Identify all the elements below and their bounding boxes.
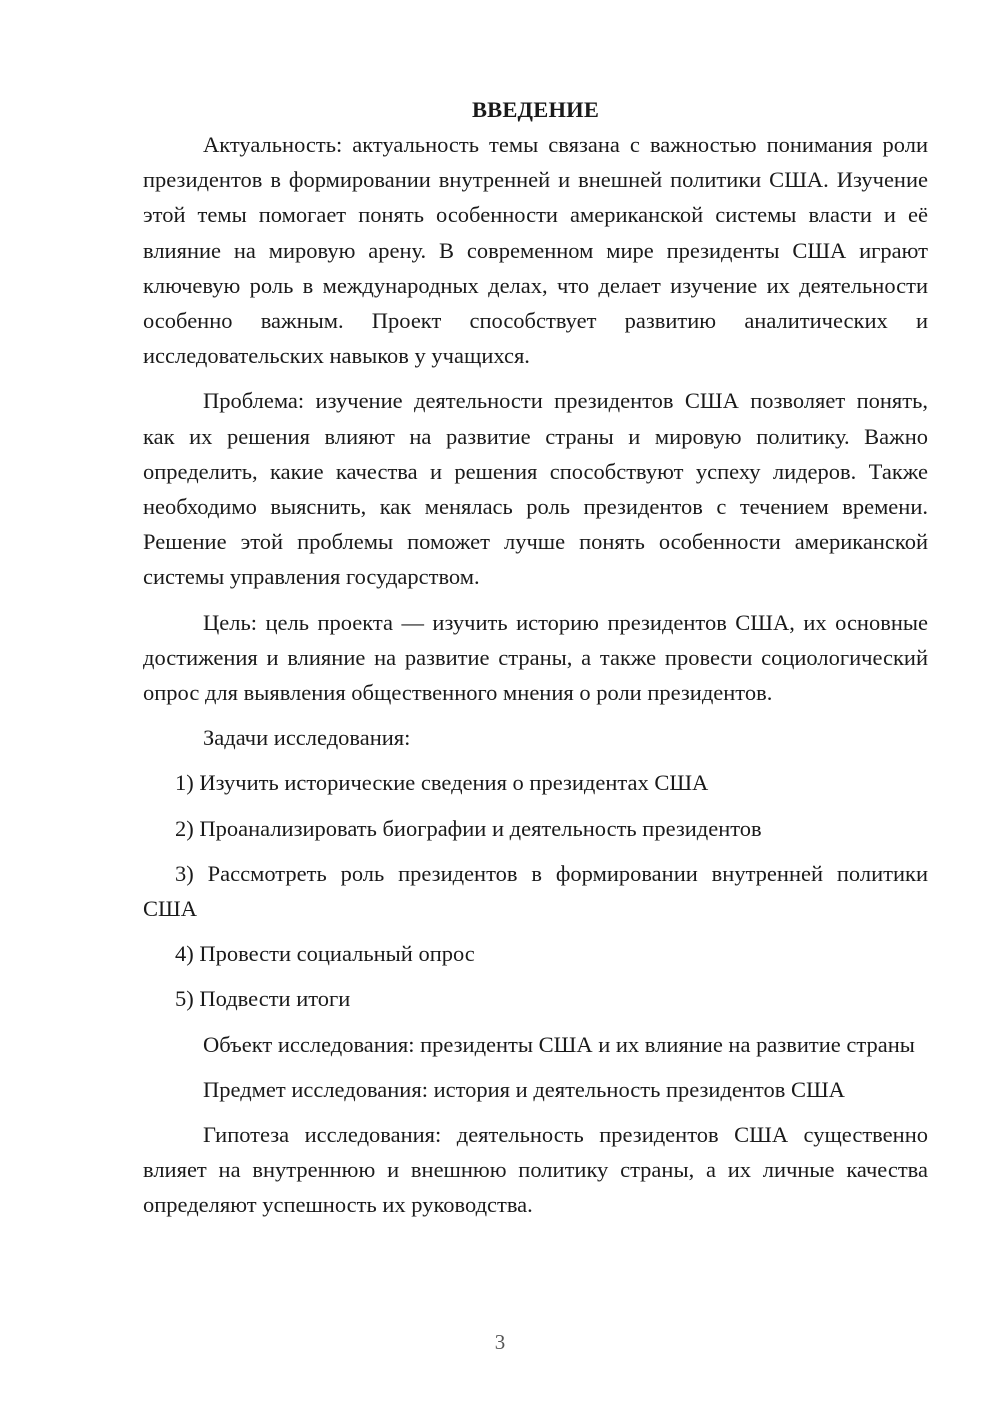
subject-paragraph: Предмет исследования: история и деятельность президентов США xyxy=(203,1076,845,1102)
document-page xyxy=(143,92,928,1223)
relevance-paragraph: Актуальность: актуальность темы связана с важностью понимания роли президентов в формировании внутренней и внешней политики США. Изучение этой темы помогает понять особенности американской системы власти и её влияние на мировую арену. В современном мире президенты США играют ключевую роль в международных делах, что делает изучение их деятельности особенно важным. Проект способствует развитию аналитических и исследовательских навыков у учащихся. xyxy=(143,132,928,369)
task-item: 1) Изучить исторические сведения о президентах США xyxy=(175,770,709,796)
hypothesis-paragraph: Гипотеза исследования: деятельность президентов США существенно влияет на внутреннюю и внешнюю политику страны, а их личные качества определяют успешность их руководства. xyxy=(143,1122,928,1218)
task-item: 4) Провести социальный опрос xyxy=(175,941,475,967)
goal-paragraph: Цель: цель проекта — изучить историю президентов США, их основные достижения и влияние на развитие страны, а также провести социологический опрос для выявления общественного мнения о роли президентов. xyxy=(143,609,928,706)
task-item: 2) Проанализировать биографии и деятельность президентов xyxy=(175,815,762,841)
problem-paragraph: Проблема: изучение деятельности президентов США позволяет понять, как их решения влияют на развитие страны и мировую политику. Важно определить, какие качества и решения способствуют успеху лидеров. Также необходимо выяснить, как менялась роль президентов с течением времени. Решение этой проблемы поможет лучше понять особенности американской системы управления государством. xyxy=(143,388,928,590)
tasks-title: Задачи исследования: xyxy=(203,725,411,751)
section-heading: ВВЕДЕНИЕ xyxy=(471,97,600,122)
task-item: 3) Рассмотреть роль президентов в формировании внутренней политики США xyxy=(143,860,928,922)
page-number: 3 xyxy=(494,1330,506,1354)
task-item: 5) Подвести итоги xyxy=(175,986,351,1012)
object-paragraph: Объект исследования: президенты США и их влияние на развитие страны xyxy=(203,1031,915,1057)
